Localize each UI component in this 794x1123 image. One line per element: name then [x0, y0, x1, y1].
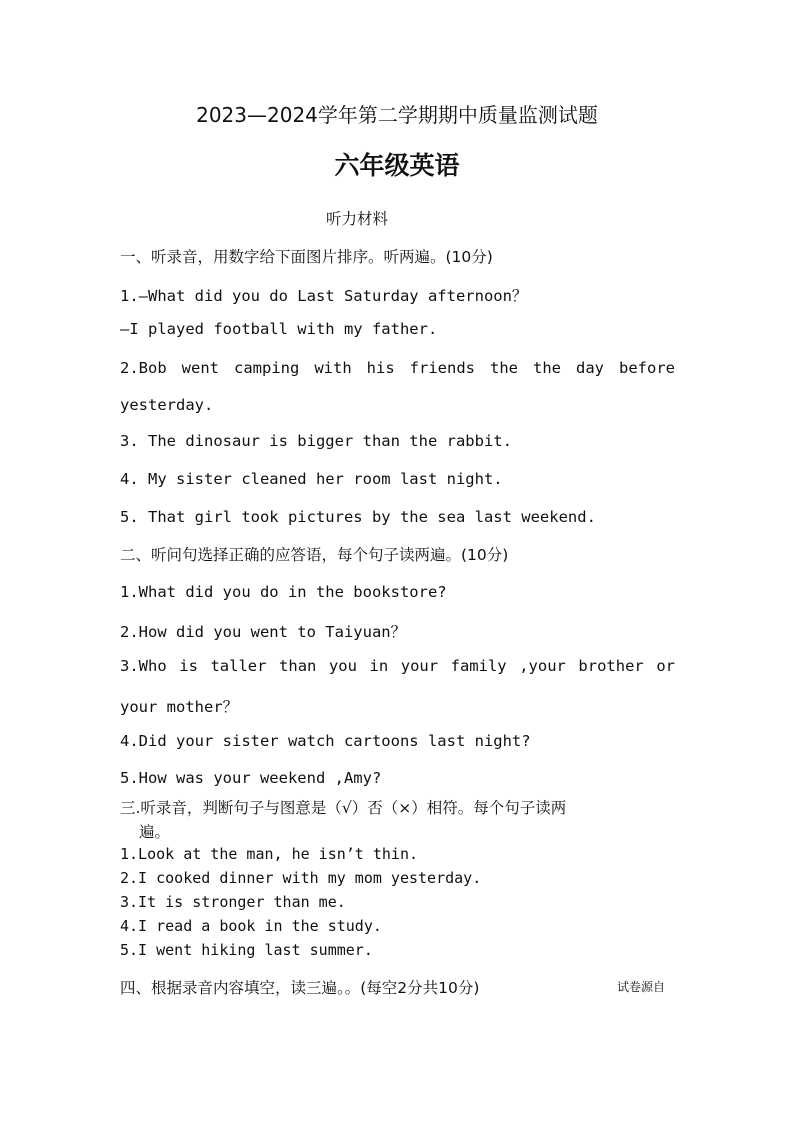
- part2-line-2: 2.How did you went to Taiyuan？: [120, 623, 407, 641]
- part3-line-1: 1.Look at the man, he isn’t thin.: [120, 845, 419, 863]
- exam-title: 2023—2024学年第二学期期中质量监测试题: [196, 103, 598, 127]
- part1-line-6: 4. My sister cleaned her room last night.: [120, 470, 503, 488]
- part3-heading-cont: 遍。: [139, 823, 171, 841]
- exam-subtitle: 六年级英语: [334, 151, 460, 180]
- part1-line-1: 1.—What did you do Last Saturday afternoon？: [120, 287, 528, 305]
- part2-line-3: 3.Who is taller than you in your family ,your brother or: [120, 657, 675, 675]
- part1-line-5: 3. The dinosaur is bigger than the rabbit.: [120, 432, 512, 450]
- part3-line-5: 5.I went hiking last summer.: [120, 941, 373, 959]
- part2-line-1: 1.What did you do in the bookstore?: [120, 583, 447, 601]
- part1-line-3: 2.Bob went camping with his friends the the day before: [120, 359, 675, 377]
- section-label: 听力材料: [326, 210, 389, 228]
- part3-line-2: 2.I cooked dinner with my mom yesterday.: [120, 869, 482, 887]
- part1-line-2: —I played football with my father.: [120, 320, 438, 338]
- part1-line-4: yesterday.: [120, 396, 214, 414]
- part3-line-3: 3.It is stronger than me.: [120, 893, 346, 911]
- part2-line-4: your mother？: [120, 698, 239, 716]
- part3-line-4: 4.I read a book in the study.: [120, 917, 382, 935]
- part3-heading: 三.听录音，判断句子与图意是（√）否（×）相符。每个句子读两: [120, 799, 567, 817]
- part2-line-6: 5.How was your weekend ,Amy?: [120, 769, 382, 787]
- part1-line-7: 5. That girl took pictures by the sea last weekend.: [120, 508, 596, 526]
- part2-line-5: 4.Did your sister watch cartoons last night?: [120, 732, 531, 750]
- part4-heading: 四、根据录音内容填空，读三遍。。(每空2分共10分): [120, 979, 480, 997]
- part1-heading: 一、听录音，用数字给下面图片排序。听两遍。(10分): [120, 248, 493, 266]
- source-note: 试卷源自: [617, 980, 666, 994]
- part2-heading: 二、听问句选择正确的应答语，每个句子读两遍。(10分): [120, 546, 509, 564]
